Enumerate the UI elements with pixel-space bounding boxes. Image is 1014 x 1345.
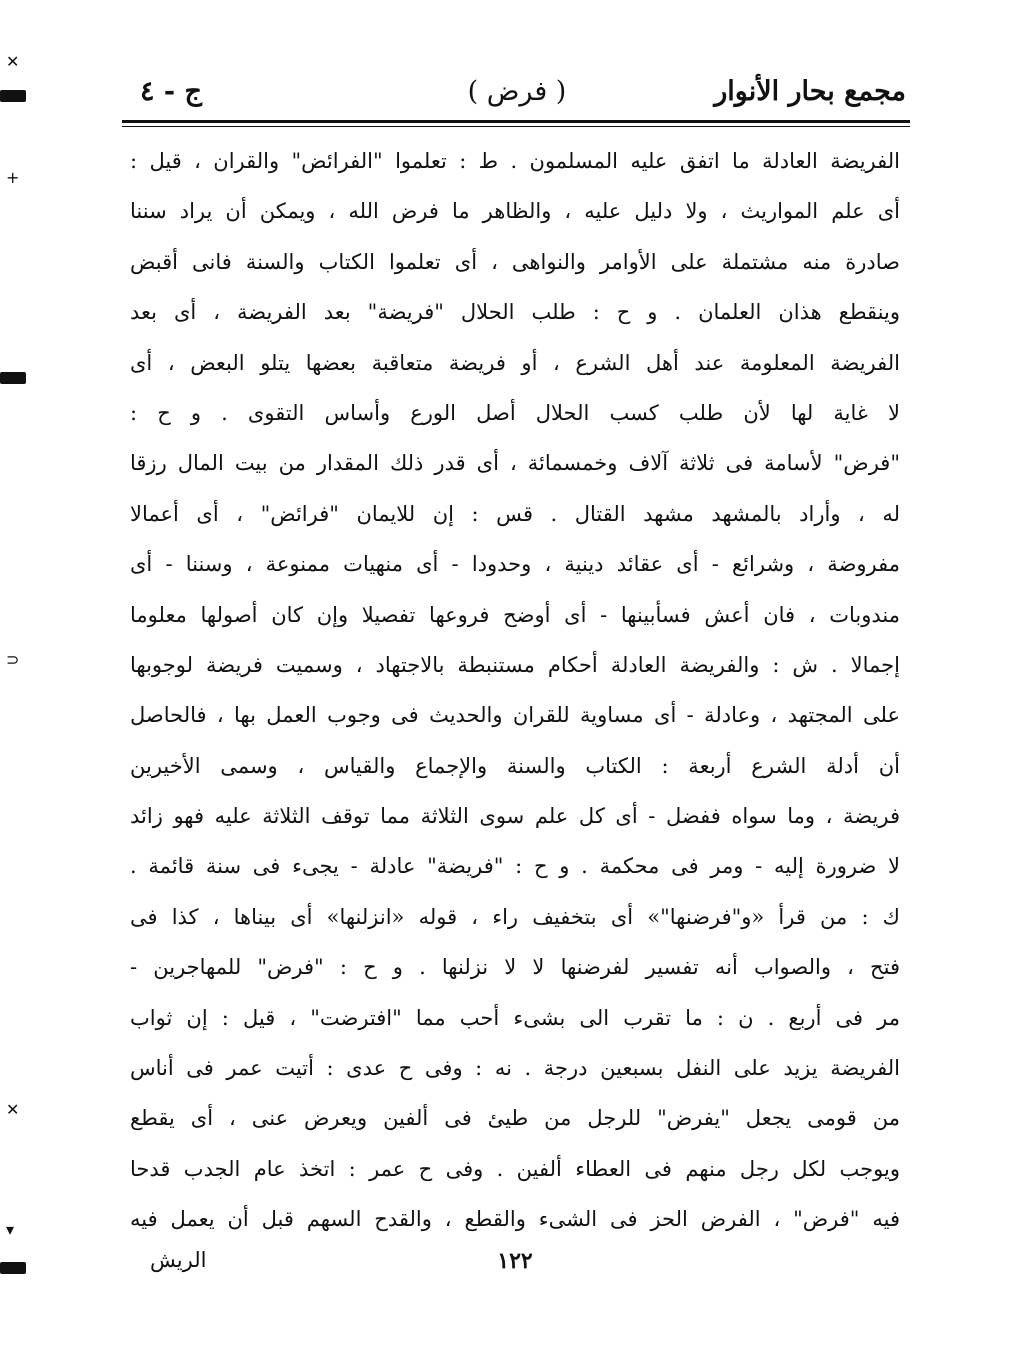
text-line: أن أدلة الشرع أربعة : الكتاب والسنة والإجماع والقياس ، وسمى الأخيرين [130,753,900,778]
running-header [128,72,906,118]
text-line: فتح ، والصواب أنه تفسير لفرضنها لا لا نزلنها . و ح : "فرض" للمهاجرين - [130,955,900,980]
volume-label: ج - ٤ [140,76,202,107]
text-line: الفريضة المعلومة عند أهل الشرع ، أو فريضة متعاقبة بعضها يتلو البعض ، أى [130,350,900,375]
text-line: فيه "فرض" ، الفرض الحز فى الشىء والقطع ، والقدح السهم قبل أن يعمل فيه [130,1207,900,1232]
binding-mark-icon: ▾ [6,1220,15,1239]
text-line: مندوبات ، فان أعش فسأبينها - أى أوضح فروعها تفصيلا وإن كان أصولها معلوما [130,602,900,627]
binding-mark [0,1262,26,1274]
binding-mark [0,372,26,384]
text-line: أى علم المواريث ، ولا دليل عليه ، والظاهر ما فرض الله ، ويمكن أن يراد سننا [130,199,900,224]
text-line: مفروضة ، وشرائع - أى عقائد دينية ، وحدودا - أى منهيات ممنوعة ، وسننا - أى [130,552,900,577]
text-line: فريضة ، وما سواه ففضل - أى كل علم سوى الثلاثة مما توقف الثلاثة عليه فهو زائد [130,804,900,829]
text-line: من قومى يجعل "يفرض" للرجل من طيئ فى ألفين ويعرض عنى ، أى يقطع [130,1106,900,1131]
body-text [130,136,900,1245]
text-line: لا غاية لها لأن طلب كسب الحلال أصل الورع وأساس التقوى . و ح : [130,400,900,425]
binding-mark-icon: ⊃ [6,650,20,669]
page-footer [130,1248,900,1288]
header-rule-thick [122,120,910,123]
signature-mark: الريش [150,1248,207,1272]
text-line: "فرض" لأسامة فى ثلاثة آلاف وخمسمائة ، أى قدر ذلك المقدار من بيت المال رزقا [130,451,900,476]
text-line: وينقطع هذان العلمان . و ح : طلب الحلال "فريضة" بعد الفريضة ، أى بعد [130,300,900,325]
text-line: الفريضة العادلة ما اتفق عليه المسلمون . ط : تعلموا "الفرائض" والقران ، قيل : [130,149,900,173]
binding-mark-icon: ✕ [6,1100,20,1119]
text-line: له ، وأراد بالمشهد مشهد القتال . قس : إن للايمان "فرائض" ، أى أعمالا [130,501,900,526]
header-rule-thin [122,126,910,127]
binding-mark-icon: ✕ [6,52,20,71]
text-line: إجمالا . ش : والفريضة العادلة أحكام مستنبطة بالاجتهاد ، وسميت فريضة لوجوبها [130,652,900,677]
text-line: على المجتهد ، وعادلة - أى مساوية للقران والحديث فى وجوب العمل بها ، فالحاصل [130,703,900,728]
text-line: مر فى أربع . ن : ما تقرب الى بشىء أحب مما "افترضت" ، قيل : إن ثواب [130,1005,900,1030]
entry-root: ( فرض ) [467,76,567,107]
text-line: صادرة منه مشتملة على الأوامر والنواهى ، أى تعلموا الكتاب والسنة فانى أقبض [130,249,900,274]
text-line: الفريضة يزيد على النفل بسبعين درجة . نه : وفى ح عدى : أتيت عمر فى أناس [130,1056,900,1081]
binding-mark-icon: + [6,168,20,187]
page-number: ١٢٢ [497,1248,533,1274]
text-line: لا ضرورة إليه - ومر فى محكمة . و ح : "فريضة" عادلة - يجىء فى سنة قائمة . [130,854,900,879]
book-title: مجمع بحار الأنوار [714,76,906,107]
binding-mark [0,90,26,102]
text-line: ويوجب لكل رجل منهم فى العطاء ألفين . وفى ح عمر : اتخذ عام الجدب قدحا [130,1156,900,1181]
text-line: ك : من قرأ «و"فرضنها"» أى بتخفيف راء ، قوله «انزلنها» أى بيناها ، كذا فى [130,904,900,929]
